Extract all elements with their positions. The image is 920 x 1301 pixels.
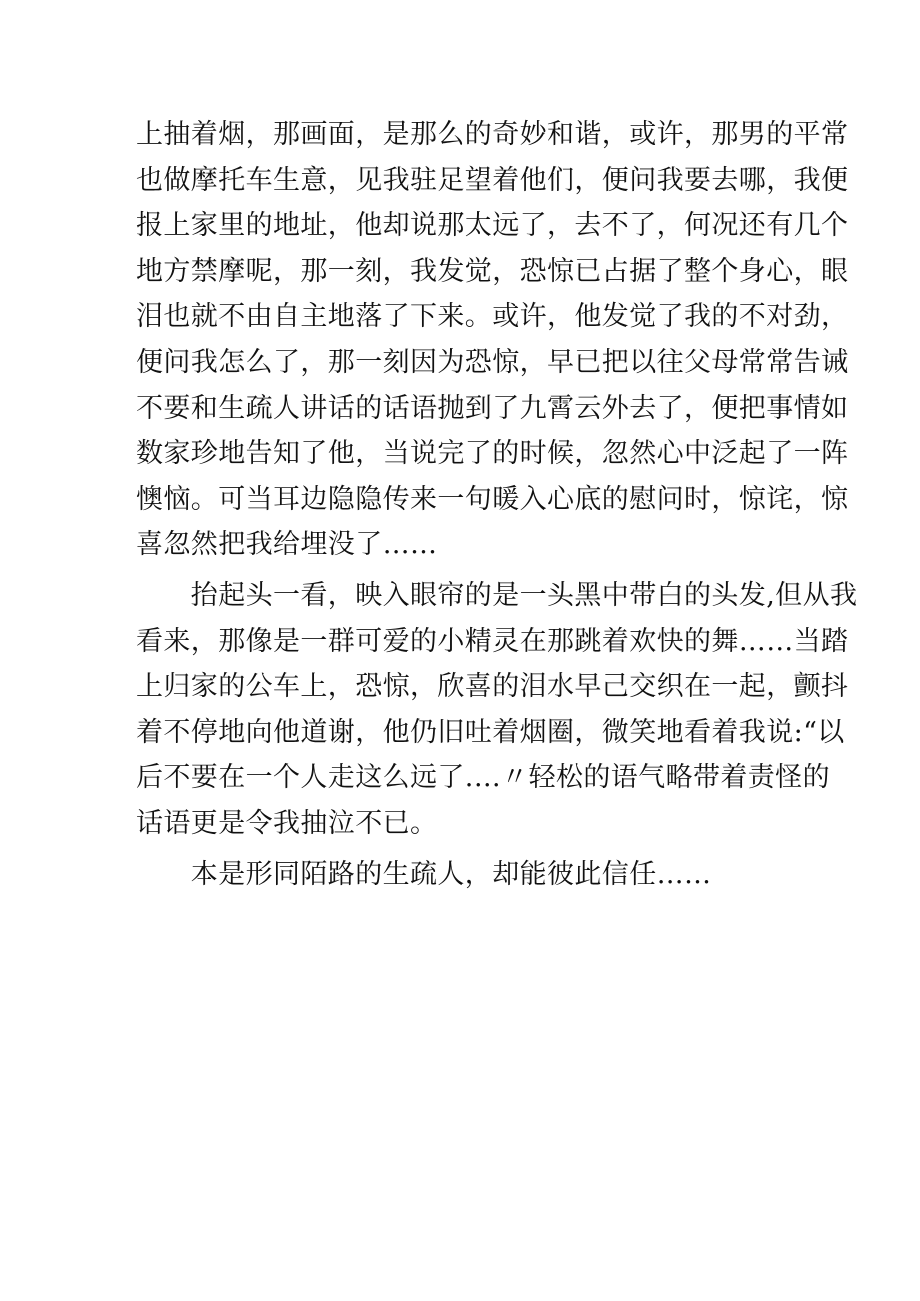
text-line: 后不要在一个人走这么远了.…〃轻松的语气略带着责怪的 bbox=[136, 762, 830, 794]
text-line: 上抽着烟，那画面，是那么的奇妙和谐，或许，那男的平常 bbox=[136, 119, 849, 150]
text-line: 便问我怎么了，那一刻因为恐惊，早已把以往父母常常告诫 bbox=[136, 346, 849, 378]
paragraph-2 bbox=[136, 573, 858, 847]
text-line: 报上家里的地址，他却说那太远了，去不了，何况还有几个 bbox=[136, 210, 849, 242]
text-line: 话语更是令我抽泣不已。 bbox=[136, 807, 438, 839]
text-line: 懊恼。可当耳边隐隐传来一句暖入心底的慰问时，惊诧，惊 bbox=[136, 483, 849, 515]
text-line: 抬起头一看，映入眼帘的是一头黑中带白的头发,但从我 bbox=[136, 579, 858, 611]
text-line: 也做摩托车生意，见我驻足望着他们，便问我要去哪，我便 bbox=[136, 164, 849, 196]
text-line: 地方禁摩呢，那一刻，我发觉，恐惊已占据了整个身心，眼 bbox=[136, 255, 849, 287]
text-line: 看来，那像是一群可爱的小精灵在那跳着欢快的舞……当踏 bbox=[136, 625, 849, 657]
paragraph-1 bbox=[136, 112, 849, 568]
text-line: 喜忽然把我给埋没了…… bbox=[136, 529, 438, 561]
text-line: 数家珍地告知了他，当说完了的时候，忽然心中泛起了一阵 bbox=[136, 438, 849, 470]
text-line: 上归家的公车上，恐惊，欣喜的泪水早己交织在一起，颤抖 bbox=[136, 671, 849, 703]
text-line: 本是形同陌路的生疏人，却能彼此信任…… bbox=[136, 858, 712, 890]
text-line: 着不停地向他道谢，他仍旧吐着烟圈，微笑地看着我说:“以 bbox=[136, 716, 845, 748]
text-line: 泪也就不由自主地落了下来。或许，他发觉了我的不对劲， bbox=[136, 301, 849, 333]
paragraph-3 bbox=[136, 852, 796, 898]
document-body bbox=[136, 112, 858, 897]
text-line: 不要和生疏人讲话的话语抛到了九霄云外去了，便把事情如 bbox=[136, 392, 849, 424]
